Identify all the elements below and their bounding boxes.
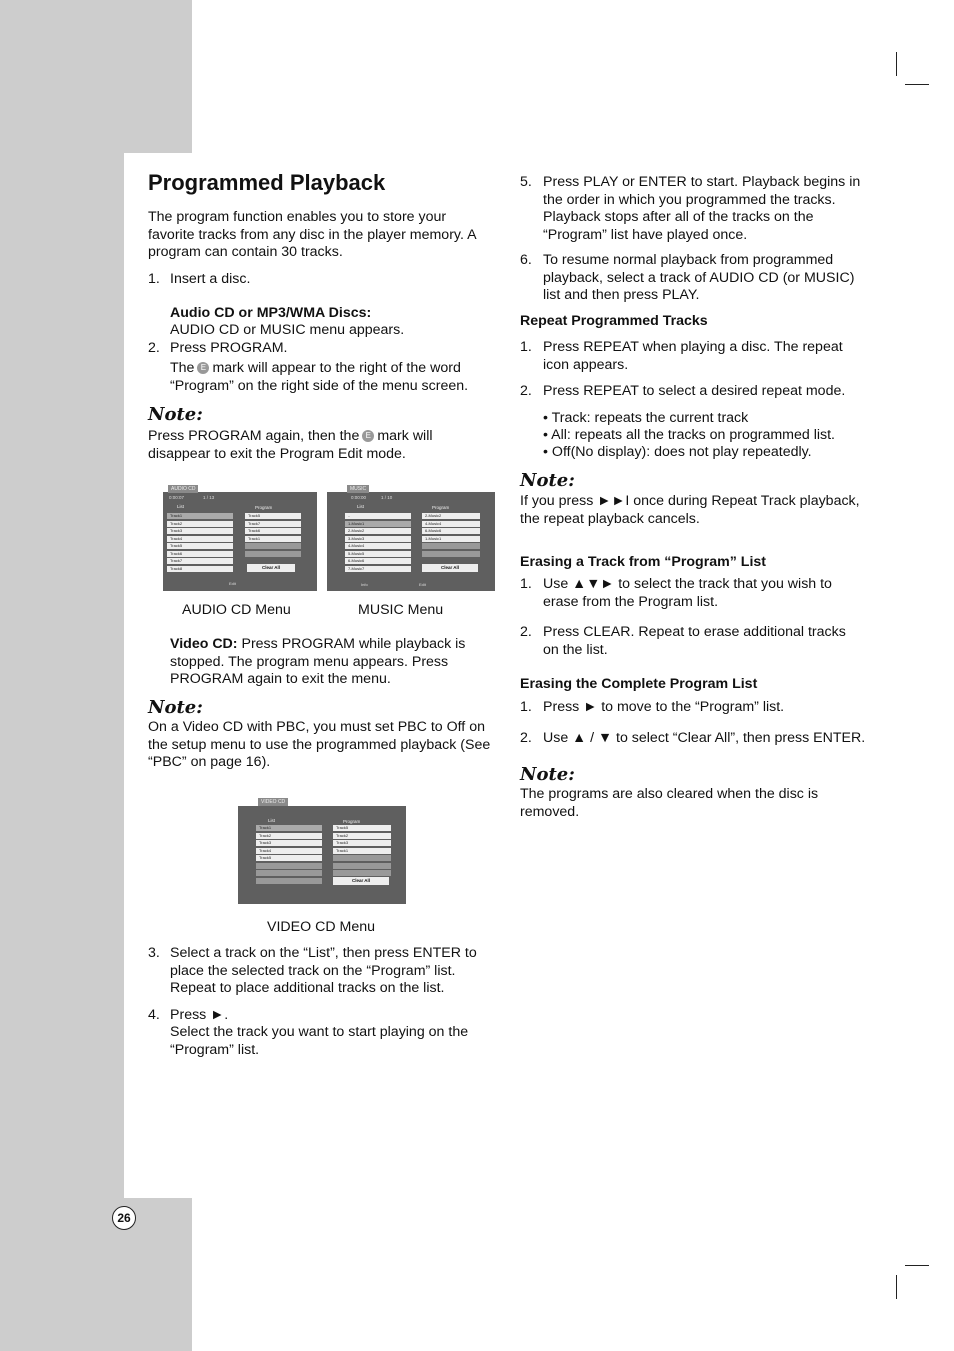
- menu-row: Track6: [167, 551, 233, 557]
- menu-row: 1-Music1: [345, 521, 411, 527]
- menu-row: 4-Music4: [422, 521, 480, 527]
- menu-row: 5-Music5: [345, 551, 411, 557]
- menu-row: 7-Music7: [345, 566, 411, 572]
- menu-row: Track2: [333, 833, 391, 839]
- erase-step-2: Press CLEAR. Repeat to erase additional tracks on the list.: [543, 624, 846, 658]
- video-text: Press PROGRAM while playback is stopped. The program menu appears. Press PROGRAM again to exit the menu.: [170, 636, 466, 687]
- note-4-text: The programs are also cleared when the disc is removed.: [520, 786, 819, 820]
- menu-row: 6-Music6: [422, 528, 480, 534]
- menu-row: 2-Music2: [345, 528, 411, 534]
- step-2-text: Press PROGRAM.: [170, 340, 288, 356]
- list-label: List: [177, 504, 185, 509]
- menu-row: [422, 551, 480, 557]
- menu-row: Track1: [167, 513, 233, 519]
- erase-step-1: Use ▲▼► to select the track that you wish to erase from the Program list.: [543, 576, 832, 610]
- step-4-text-a: Press ►.: [170, 1007, 229, 1023]
- menu-row: Track2: [256, 833, 322, 839]
- menu-row: 3-Music3: [345, 536, 411, 542]
- note-title: Note:: [148, 404, 203, 425]
- menu-row: 6-Music6: [345, 558, 411, 564]
- page-number: 26: [112, 1206, 136, 1230]
- step-4-text-b: Select the track you want to start playing on the “Program” list.: [170, 1024, 469, 1058]
- crop-mark: [905, 1265, 929, 1266]
- menu-row: Track4: [167, 536, 233, 542]
- step-6-text: To resume normal playback from programmed playback, select a track of AUDIO CD (or MUSIC) list and then press PLAY.: [543, 252, 855, 303]
- step-number: 1.: [520, 699, 532, 715]
- step-number: 2.: [520, 730, 532, 746]
- program-label: Program: [343, 819, 361, 824]
- caption-video-cd: VIDEO CD Menu: [267, 919, 376, 935]
- menu-row: Track7: [245, 521, 301, 527]
- menu-foot: Edit: [229, 581, 236, 586]
- caption-music: MUSIC Menu: [358, 602, 444, 618]
- menu-row: Track1: [245, 536, 301, 542]
- intro-paragraph: The program function enables you to store your favorite tracks from any disc in the player memory. A program can contain 30 tracks.: [148, 209, 476, 260]
- menu-row: [256, 863, 322, 869]
- menu-row: Track1: [333, 848, 391, 854]
- erase-all-step-1: Press ► to move to the “Program” list.: [543, 699, 785, 715]
- side-band: [0, 0, 124, 1351]
- page-title: Programmed Playback: [148, 170, 386, 195]
- note-1-a: Press PROGRAM again, then the: [148, 428, 360, 444]
- menu-foot-info: Info: [361, 582, 368, 587]
- step-number: 1.: [520, 576, 532, 592]
- top-band: [0, 0, 192, 153]
- program-mark-icon: E: [362, 430, 374, 442]
- menu-row: [245, 543, 301, 549]
- list-label: List: [357, 504, 365, 509]
- list-label: List: [268, 818, 276, 823]
- step-number: 1.: [148, 271, 160, 287]
- repeat-heading: Repeat Programmed Tracks: [520, 313, 708, 329]
- audio-heading: Audio CD or MP3/WMA Discs:: [170, 305, 372, 321]
- crop-mark: [896, 1275, 897, 1299]
- step-3-text: Select a track on the “List”, then press ENTER to place the selected track on the “Program” list. Repeat to place additional tracks on the list.: [170, 945, 477, 996]
- step-number: 4.: [148, 1007, 160, 1023]
- menu-count: 1 / 13: [203, 495, 215, 500]
- bullet-track: • Track: repeats the current track: [543, 410, 749, 426]
- menu-row: Track3: [333, 840, 391, 846]
- menu-row: [333, 855, 391, 861]
- menu-row: Track3: [167, 528, 233, 534]
- menu-row: [422, 543, 480, 549]
- video-heading: Video CD:: [170, 636, 238, 652]
- menu-row: ..: [345, 513, 411, 519]
- clear-all-button: Clear All: [333, 877, 389, 885]
- step-2-detail-b: mark will appear to the right of the word “Program” on the right side of the menu screen.: [170, 360, 469, 394]
- menu-row: [256, 878, 322, 884]
- program-mark-icon: E: [197, 362, 209, 374]
- note-title: Note:: [520, 470, 575, 491]
- note-1-b: mark will disappear to exit the Program Edit mode.: [148, 428, 433, 462]
- menu-tab: VIDEO CD: [258, 798, 288, 806]
- menu-row: 2-Music2: [422, 513, 480, 519]
- menu-row: Track7: [167, 558, 233, 564]
- menu-row: Track5: [256, 855, 322, 861]
- menu-tab: AUDIO CD: [168, 485, 198, 493]
- step-1-text: Insert a disc.: [170, 271, 251, 287]
- clear-all-button: Clear All: [422, 564, 478, 572]
- menu-row: Track4: [256, 848, 322, 854]
- menu-row: Track6: [245, 528, 301, 534]
- step-number: 2.: [520, 624, 532, 640]
- step-number: 2.: [520, 383, 532, 399]
- erase-all-step-2: Use ▲ / ▼ to select “Clear All”, then press ENTER.: [543, 730, 866, 746]
- menu-row: [333, 863, 391, 869]
- menu-row: [333, 870, 391, 876]
- step-number: 3.: [148, 945, 160, 961]
- menu-foot-edit: Edit: [419, 582, 426, 587]
- menu-row: [256, 870, 322, 876]
- menu-row: Track3: [256, 840, 322, 846]
- menu-row: Track2: [167, 521, 233, 527]
- repeat-step-2: Press REPEAT to select a desired repeat mode.: [543, 383, 846, 399]
- program-label: Program: [432, 505, 450, 510]
- menu-row: Track5: [167, 543, 233, 549]
- step-2-detail: [170, 360, 490, 395]
- crop-mark: [905, 84, 929, 85]
- clear-all-button: Clear All: [247, 564, 295, 572]
- program-label: Program: [255, 505, 273, 510]
- menu-row: Track5: [245, 513, 301, 519]
- video-cd-menu-screenshot: [238, 799, 406, 904]
- crop-mark: [896, 52, 897, 76]
- erase-heading: Erasing a Track from “Program” List: [520, 554, 766, 570]
- audio-text: AUDIO CD or MUSIC menu appears.: [170, 322, 405, 338]
- menu-row: Track8: [167, 566, 233, 572]
- caption-audio-cd: AUDIO CD Menu: [182, 602, 291, 618]
- bottom-band: [0, 1198, 192, 1351]
- menu-row: [245, 551, 301, 557]
- erase-all-heading: Erasing the Complete Program List: [520, 676, 758, 692]
- step-number: 6.: [520, 252, 532, 268]
- menu-row: Track5: [333, 825, 391, 831]
- music-menu-screenshot: [327, 486, 495, 591]
- menu-row: Track1: [256, 825, 322, 831]
- step-5-text: Press PLAY or ENTER to start. Playback begins in the order in which you programmed the tracks. Playback stops after all of the tracks on the “Program” list have played once.: [543, 174, 861, 243]
- step-number: 5.: [520, 174, 532, 190]
- step-number: 1.: [520, 339, 532, 355]
- note-title: Note:: [148, 697, 203, 718]
- menu-row: 4-Music4: [345, 543, 411, 549]
- menu-tab: MUSIC: [347, 485, 369, 493]
- bullet-all: • All: repeats all the tracks on programmed list.: [543, 427, 835, 443]
- note-2-text: On a Video CD with PBC, you must set PBC to Off on the setup menu to use the programmed playback (See “PBC” on page 16).: [148, 719, 491, 770]
- repeat-step-1: Press REPEAT when playing a disc. The repeat icon appears.: [543, 339, 843, 373]
- note-3-text: If you press ►►I once during Repeat Track playback, the repeat playback cancels.: [520, 493, 860, 527]
- bullet-off: • Off(No display): does not play repeatedly.: [543, 444, 812, 460]
- menu-count: 1 / 10: [381, 495, 393, 500]
- note-1-text: [148, 428, 488, 463]
- audio-cd-menu-screenshot: [163, 486, 317, 591]
- menu-row: 1-Music1: [422, 536, 480, 542]
- note-title: Note:: [520, 764, 575, 785]
- step-2-detail-a: The: [170, 360, 195, 376]
- step-number: 2.: [148, 340, 160, 356]
- video-cd-paragraph: [170, 636, 488, 689]
- menu-time: 0:00:07: [169, 495, 185, 500]
- menu-time: 0:00:00: [351, 495, 367, 500]
